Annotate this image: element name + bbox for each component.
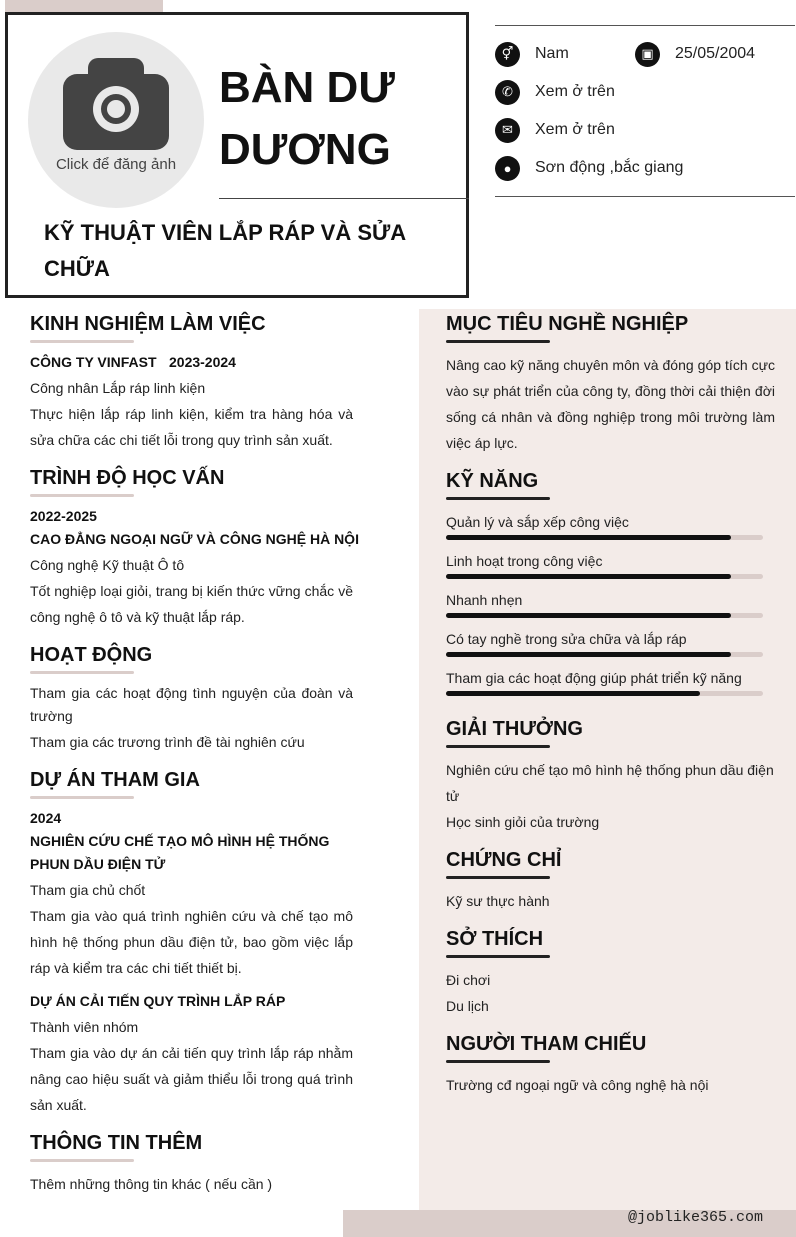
- education-period[interactable]: 2022-2025: [30, 508, 97, 524]
- section-underline: [30, 340, 134, 343]
- skill-bar-track: [446, 691, 763, 696]
- section-title-references[interactable]: NGƯỜI THAM CHIẾU: [446, 1033, 647, 1055]
- section-title-hobbies[interactable]: SỞ THÍCH: [446, 928, 544, 950]
- section-underline: [446, 1060, 550, 1063]
- skill-label[interactable]: Quản lý và sắp xếp công việc: [446, 514, 629, 530]
- skill-bar-track: [446, 574, 763, 579]
- experience-position[interactable]: Công nhân Lắp ráp linh kiện: [30, 380, 206, 396]
- education-description[interactable]: Tốt nghiệp loại giỏi, trang bị kiến thức vững chắc về công nghệ ô tô và kỹ thuật lắp ráp.: [30, 583, 353, 625]
- hobby-item[interactable]: Đi chơi: [446, 972, 491, 988]
- location-pin-icon: ●: [495, 156, 520, 181]
- calendar-icon: ▣: [635, 42, 660, 67]
- award-item[interactable]: Nghiên cứu chế tạo mô hình hệ thống phun dầu điện tử: [446, 762, 774, 804]
- section-title-activities[interactable]: HOẠT ĐỘNG: [30, 644, 153, 666]
- phone-icon: ✆: [495, 80, 520, 105]
- contact-birthday-value: 25/05/2004: [675, 45, 756, 62]
- project-description[interactable]: Tham gia vào dự án cải tiến quy trình lắp ráp nhằm nâng cao hiệu suất và giảm thiểu lỗi trong quá trình sản xuất.: [30, 1045, 353, 1113]
- skill-label[interactable]: Nhanh nhẹn: [446, 592, 523, 608]
- project-name[interactable]: NGHIÊN CỨU CHẾ TẠO MÔ HÌNH HỆ THỐNG PHUN DẦU ĐIỆN TỬ: [30, 833, 330, 872]
- header-card: [5, 12, 469, 298]
- objective-text[interactable]: Nâng cao kỹ năng chuyên môn và đóng góp tích cực vào sự phát triển của công ty, đồng thời cải thiện đời sống cá nhân và đồng nghiệp trong môi trường làm việc áp lực.: [446, 357, 775, 451]
- skill-bar-fill: [446, 652, 731, 657]
- contact-phone[interactable]: [495, 79, 615, 105]
- section-title-education[interactable]: TRÌNH ĐỘ HỌC VẤN: [30, 467, 225, 489]
- candidate-name[interactable]: BÀN DƯ DƯƠNG: [219, 63, 395, 174]
- contact-email[interactable]: [495, 117, 615, 143]
- contact-email-value: Xem ở trên: [535, 121, 615, 138]
- project-role[interactable]: Thành viên nhóm: [30, 1019, 139, 1035]
- skill-bar-track: [446, 652, 763, 657]
- section-underline: [446, 745, 550, 748]
- skill-bar-fill: [446, 535, 731, 540]
- contact-gender[interactable]: [495, 41, 569, 67]
- section-title-objective[interactable]: MỤC TIÊU NGHỀ NGHIỆP: [446, 313, 689, 335]
- name-divider: [219, 198, 469, 199]
- project-year[interactable]: 2024: [30, 810, 62, 826]
- additional-info-text[interactable]: Thêm những thông tin khác ( nếu cần ): [30, 1176, 273, 1192]
- avatar-upload-label: Click để đăng ảnh: [55, 156, 177, 173]
- education-school[interactable]: CAO ĐẲNG NGOẠI NGỮ VÀ CÔNG NGHỆ HÀ NỘI: [30, 531, 359, 547]
- contact-phone-value: Xem ở trên: [535, 83, 615, 100]
- skill-bar-track: [446, 535, 763, 540]
- avatar-upload[interactable]: [28, 32, 204, 208]
- section-underline: [446, 340, 550, 343]
- experience-description[interactable]: Thực hiện lắp ráp linh kiện, kiểm tra hàng hóa và sửa chữa các chi tiết lỗi trong quy trình sản xuất.: [30, 406, 353, 448]
- project-role[interactable]: Tham gia chủ chốt: [30, 882, 146, 898]
- envelope-icon: ✉: [495, 118, 520, 143]
- reference-item[interactable]: Trường cđ ngoại ngữ và công nghệ hà nội: [446, 1077, 709, 1093]
- skill-label[interactable]: Linh hoạt trong công việc: [446, 553, 603, 569]
- experience-period[interactable]: 2023-2024: [169, 354, 236, 370]
- skill-bar-fill: [446, 574, 731, 579]
- contact-gender-value: Nam: [535, 45, 569, 62]
- activity-item[interactable]: Tham gia các trương trình đề tài nghiên cứu: [30, 734, 305, 750]
- section-title-projects[interactable]: DỰ ÁN THAM GIA: [30, 769, 200, 791]
- section-title-awards[interactable]: GIẢI THƯỞNG: [446, 718, 583, 740]
- project-name[interactable]: DỰ ÁN CẢI TIẾN QUY TRÌNH LẮP RÁP: [30, 993, 286, 1009]
- section-underline: [30, 796, 134, 799]
- section-underline: [30, 671, 134, 674]
- skill-label[interactable]: Có tay nghề trong sửa chữa và lắp ráp: [446, 631, 687, 647]
- section-title-certificates[interactable]: CHỨNG CHỈ: [446, 849, 562, 871]
- section-underline: [30, 1159, 134, 1162]
- contact-address-value: Sơn động ,bắc giang: [535, 159, 684, 176]
- experience-company[interactable]: CÔNG TY VINFAST: [30, 354, 157, 370]
- section-underline: [446, 955, 550, 958]
- section-title-skills[interactable]: KỸ NĂNG: [446, 470, 539, 492]
- section-underline: [30, 494, 134, 497]
- award-item[interactable]: Học sinh giỏi của trường: [446, 814, 600, 830]
- skill-bar-track: [446, 613, 763, 618]
- gender-icon: ⚥: [495, 42, 520, 67]
- contact-top-divider: [495, 25, 795, 26]
- certificate-item[interactable]: Kỹ sư thực hành: [446, 893, 550, 909]
- contact-address[interactable]: [495, 155, 683, 181]
- section-title-additional[interactable]: THÔNG TIN THÊM: [30, 1132, 203, 1154]
- skill-bar-fill: [446, 613, 731, 618]
- section-underline: [446, 876, 550, 879]
- skill-label[interactable]: Tham gia các hoạt động giúp phát triển kỹ năng: [446, 670, 742, 686]
- project-description[interactable]: Tham gia vào quá trình nghiên cứu và chế tạo mô hình hệ thống phun dầu điện tử, bao gồm việc lắp ráp và kiểm tra các chi tiết thiết bị.: [30, 908, 353, 976]
- activity-item[interactable]: Tham gia các hoạt động tình nguyện của đoàn và trường: [30, 685, 353, 724]
- hobby-item[interactable]: Du lịch: [446, 998, 489, 1014]
- contact-bottom-divider: [495, 196, 795, 197]
- contact-birthday[interactable]: [635, 41, 755, 67]
- footer-watermark: @joblike365.com: [628, 1209, 764, 1226]
- section-title-experience[interactable]: KINH NGHIỆM LÀM VIỆC: [30, 313, 266, 335]
- skill-bar-fill: [446, 691, 700, 696]
- job-title[interactable]: KỸ THUẬT VIÊN LẮP RÁP VÀ SỬA CHỮA: [44, 220, 406, 281]
- section-underline: [446, 497, 550, 500]
- education-major[interactable]: Công nghệ Kỹ thuật Ô tô: [30, 557, 185, 573]
